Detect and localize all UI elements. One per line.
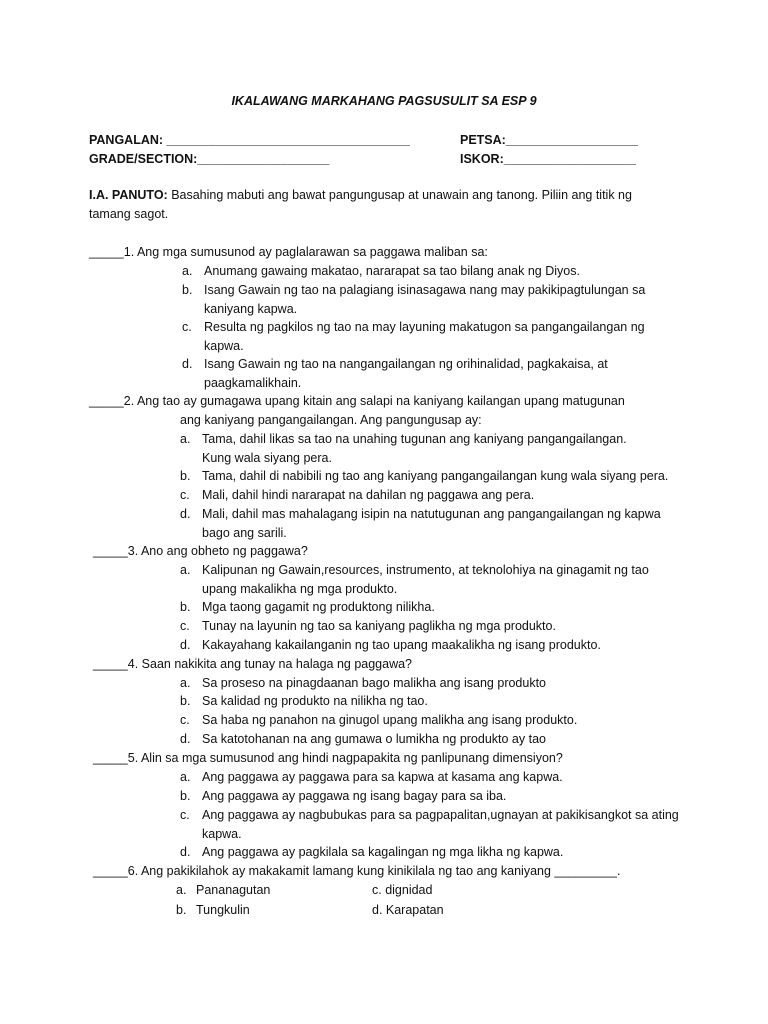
question-2-stem: _____2. Ang tao ay gumagawa upang kitain ang salapi na kaniyang kailangan upang matugunan bbox=[89, 394, 625, 408]
pangalan-field: PANGALAN: ___________________________________ bbox=[89, 133, 410, 147]
quiz-title: IKALAWANG MARKAHANG PAGSUSULIT SA ESP 9 bbox=[231, 94, 537, 108]
instructions-label: I.A. PANUTO: bbox=[89, 188, 168, 202]
instructions bbox=[89, 186, 659, 224]
question-6-option-d: d. Karapatan bbox=[372, 903, 444, 917]
question-2-stem-continued: ang kaniyang pangangailangan. Ang pangungusap ay: bbox=[180, 413, 482, 427]
question-1-stem: _____1. Ang mga sumusunod ay paglalarawan sa paggawa maliban sa: bbox=[89, 245, 488, 259]
iskor-field: ISKOR:___________________ bbox=[460, 152, 636, 166]
question-6-option-c: c. dignidad bbox=[372, 883, 433, 897]
instructions-text: Basahing mabuti ang bawat pangungusap at unawain ang tanong. Piliin ang titik ng tamang sagot. bbox=[89, 188, 632, 221]
grade-section-field: GRADE/SECTION:___________________ bbox=[89, 152, 330, 166]
quiz-page: IKALAWANG MARKAHANG PAGSUSULIT SA ESP 9 PANGALAN: ___________________________________ PETSA:___________________ GRADE/SECTION:___________________ ISKOR:___________________ I.A. PANUTO: Basahing mabuti ang bawat pangungusap at unawain ang tanong. Piliin ang titik ng tamang sagot. _____1. Ang mga sumusunod ay paglalarawan sa paggawa maliban sa: a. Anumang gawaing makatao, nararapat sa tao bilang anak ng Diyos. b. Isang Gawain ng tao na palagiang isinasagawa nang may pakikipagtulungan sa kaniyang kapwa. c. Resulta ng pagkilos ng tao na may layuning makatugon sa pangangailangan ng kapwa. d. Isang Gawain ng tao na nangangailangan ng orihinalidad, pagkakaisa, at paagkamalikhain. _____2. Ang tao ay gumagawa upang kitain ang salapi na kaniyang kailangan upang matugunan ang kaniyang pangangailangan. Ang pangungusap ay: a. Tama, dahil likas sa tao na unahing tugunan ang kaniyang pangangailangan. Kung wala siyang pera. b. Tama, dahil di nabibili ng tao ang kaniyang pangangailangan kung wala siyang pera. c. Mali, dahil hindi nararapat na dahilan ng paggawa ang pera. d. Mali, dahil mas mahalagang isipin na natutugunan ang pangangailangan ng kapwa bago ang sarili. _____3. Ano ang obheto ng paggawa? a. Kalipunan ng Gawain,resources, instrumento, at teknolohiya na ginagamit ng tao upang makalikha ng mga produkto. b. Mga taong gagamit ng produktong nilikha. c. Tunay na layunin ng tao sa kaniyang paglikha ng mga produkto. d. Kakayahang kakailanganin ng tao upang maakalikha ng isang produkto. _____4. Saan nakikita ang tunay na halaga ng paggawa? a. Sa proseso na pinagdaanan bago malikha ang isang produkto b. Sa kalidad ng produkto na nilikha ng tao. c. Sa haba ng panahon na ginugol upang malikha ang isang produkto. d. Sa katotohanan na ang gumawa o lumikha ng produkto ay tao _____5. Alin sa mga sumusunod ang hindi nagpapakita ng panlipunang dimensiyon? a. Ang paggawa ay paggawa para sa kapwa at kasama ang kapwa. b. Ang paggawa ay paggawa ng isang bagay para sa iba. c. Ang paggawa ay nagbubukas para sa pagpapalitan,ugnayan at pakikisangkot sa ating kapwa. d. Ang paggawa ay pagkilala sa kagalingan ng mga likha ng kapwa. _____6. Ang pakikilahok ay makakamit lamang kung kinikilala ng tao ang kaniyang _________. a. Pananagutan c. dignidad b. Tungkulin d. Karapatan bbox=[0, 0, 768, 1024]
question-6-stem: _____6. Ang pakikilahok ay makakamit lamang kung kinikilala ng tao ang kaniyang _________. bbox=[93, 864, 621, 878]
question-5-stem: _____5. Alin sa mga sumusunod ang hindi nagpapakita ng panlipunang dimensiyon? bbox=[93, 751, 563, 765]
question-4-stem: _____4. Saan nakikita ang tunay na halaga ng paggawa? bbox=[93, 657, 413, 671]
petsa-field: PETSA:___________________ bbox=[460, 133, 638, 147]
question-3-stem: _____3. Ano ang obheto ng paggawa? bbox=[93, 544, 308, 558]
